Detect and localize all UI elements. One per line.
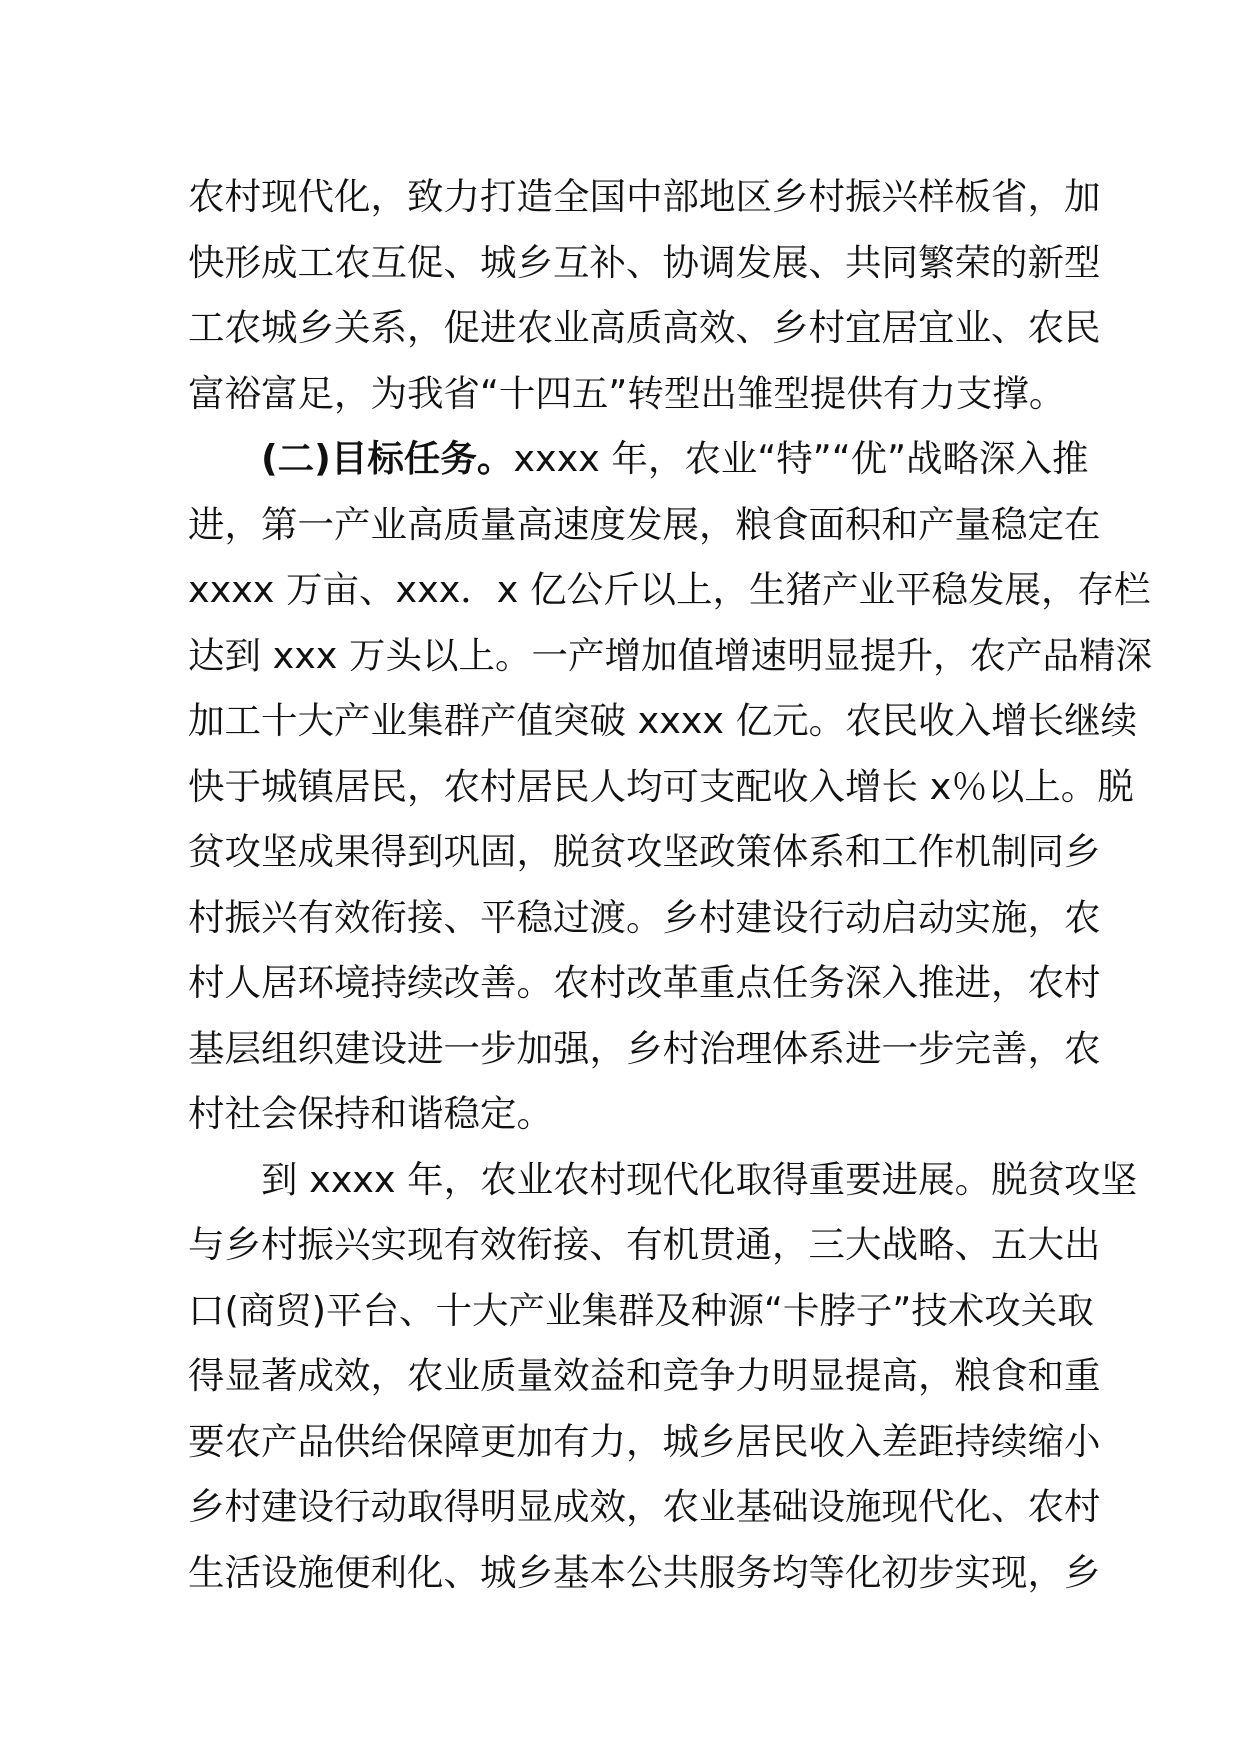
paragraph-2 (188, 426, 1153, 1147)
text-line: 贫攻坚成果得到巩固，脱贫攻坚政策体系和工作机制同乡 (188, 830, 1101, 873)
text-line: 生活设施便利化、城乡基本公共服务均等化初步实现，乡 (188, 1550, 1101, 1594)
text-line: 村人居环境持续改善。农村改革重点任务深入推进，农村 (188, 961, 1101, 1004)
text-line: 快于城镇居民，农村居民人均可支配收入增长 x％以上。脱 (188, 764, 1134, 808)
text-line: 村社会保持和谐稳定。 (188, 1092, 553, 1135)
text-line: 乡村建设行动取得明显成效，农业基础设施现代化、农村 (188, 1485, 1101, 1528)
text-line: 基层组织建设进一步加强，乡村治理体系进一步完善，农 (188, 1026, 1101, 1070)
text-line: 得显著成效，农业质量效益和竞争力明显提高，粮食和重 (188, 1354, 1101, 1397)
text-line: 快形成工农互促、城乡互补、协调发展、共同繁荣的新型 (188, 240, 1101, 284)
text-line: 口(商贸)平台、十大产业集群及种源“卡脖子”技术攻关取 (188, 1288, 1094, 1332)
text-line: 要农产品供给保障更加有力，城乡居民收入差距持续缩小 (188, 1419, 1101, 1463)
text-line: 工农城乡关系，促进农业高质高效、乡村宜居宜业、农民 (188, 306, 1101, 349)
text-line: 农村现代化，致力打造全国中部地区乡村振兴样板省，加 (188, 175, 1101, 218)
text-line-rest: xxxx 年，农业“特”“优”战略深入推 (513, 437, 1089, 480)
body-text (188, 164, 1153, 1605)
text-line: 到 xxxx 年，农业农村现代化取得重要进展。脱贫攻坚 (261, 1157, 1138, 1201)
text-line (188, 426, 1089, 492)
text-line: 加工十大产业集群产值突破 xxxx 亿元。农民收入增长继续 (188, 699, 1138, 742)
paragraph-3 (188, 1147, 1138, 1606)
text-line: xxxx 万亩、xxx．x 亿公斤以上，生猪产业平稳发展，存栏 (188, 568, 1151, 611)
text-line: 进，第一产业高质量高速度发展，粮食面积和产量稳定在 (188, 502, 1101, 546)
text-line: 与乡村振兴实现有效衔接、有机贯通，三大战略、五大出 (188, 1223, 1101, 1266)
text-line: 达到 xxx 万头以上。一产增加值增速明显提升，农产品精深 (188, 633, 1153, 677)
text-line: 富裕富足，为我省“十四五”转型出雏型提供有力支撑。 (188, 371, 1066, 415)
section-heading: (二)目标任务。 (261, 437, 514, 480)
text-line: 村振兴有效衔接、平稳过渡。乡村建设行动启动实施，农 (188, 895, 1101, 939)
paragraph-1 (188, 164, 1101, 426)
